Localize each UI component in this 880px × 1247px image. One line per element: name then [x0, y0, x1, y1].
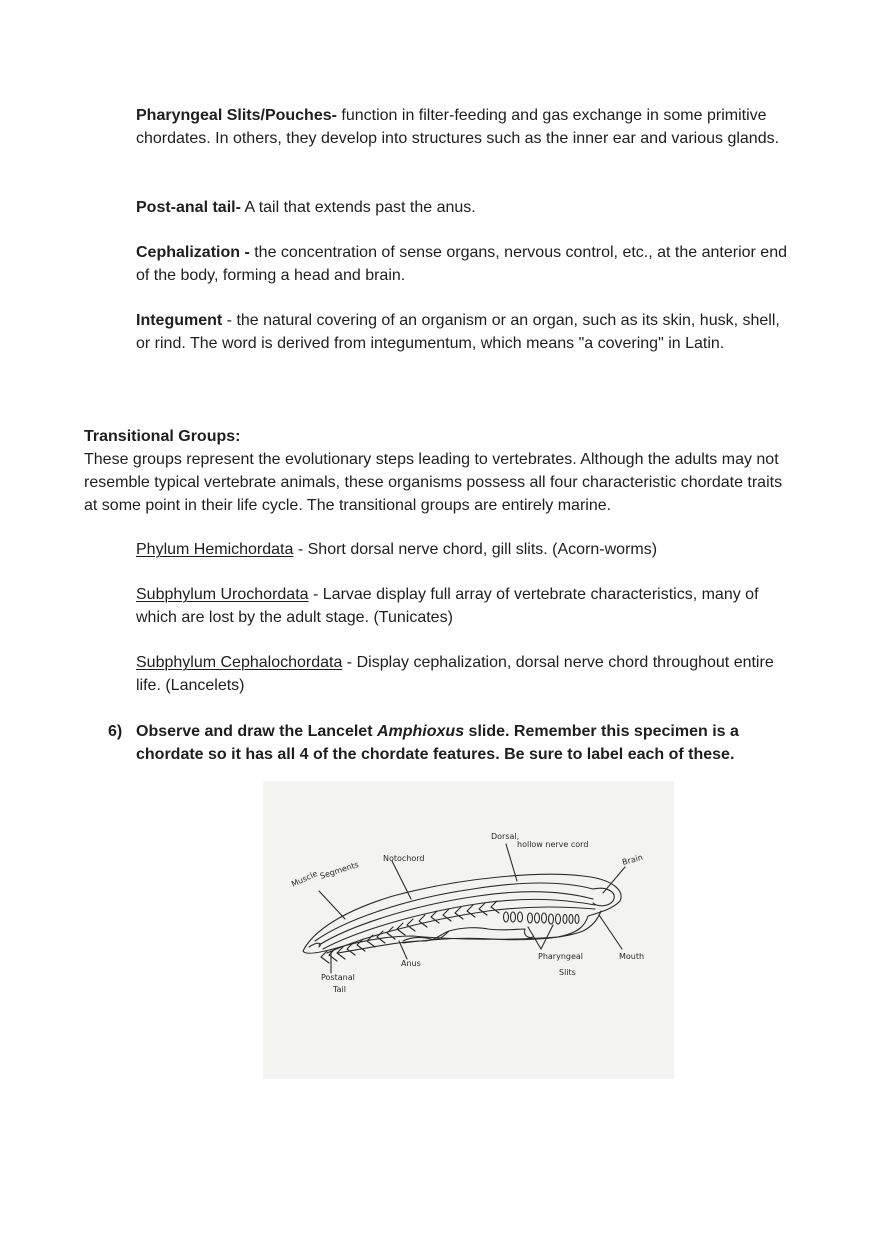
- species-name: Amphioxus: [376, 723, 465, 740]
- definition-term: Post-anal tail-: [136, 199, 241, 216]
- question-text: [136, 720, 798, 766]
- group-name: Subphylum Cephalochordata: [136, 654, 343, 671]
- group-name: Subphylum Urochordata: [136, 586, 309, 603]
- definition-text: - the natural covering of an organism or an organ, such as its skin, husk, shell, or rind. The word is derived from integumentum, which means "a covering" in Latin.: [136, 312, 780, 352]
- group-description: - Short dorsal nerve chord, gill slits. (Acorn-worms): [293, 541, 658, 558]
- group-urochordata: [136, 583, 796, 629]
- group-cephalochordata: [136, 651, 796, 697]
- definition-term: Integument: [136, 312, 223, 329]
- definition-term: Cephalization -: [136, 244, 250, 261]
- definition-post-anal-tail: [136, 196, 796, 219]
- definition-text: function in filter-feeding and gas exchange in some primitive chordates. In others, they develop into structures such as the inner ear and various glands.: [136, 107, 780, 147]
- question-6: [108, 720, 798, 766]
- label-mouth: Mouth: [619, 952, 645, 961]
- definition-cephalization: [136, 241, 796, 287]
- group-name: Phylum Hemichordata: [136, 541, 294, 558]
- label-pharyngeal: Pharyngeal: [538, 952, 584, 961]
- definition-text: A tail that extends past the anus.: [240, 199, 476, 216]
- label-anus: Anus: [401, 959, 421, 968]
- definition-text: the concentration of sense organs, nervous control, etc., at the anterior end of the body, forming a head and brain.: [136, 244, 787, 284]
- label-tail: Tail: [333, 985, 346, 994]
- label-dorsal-nerve-cord: Dorsal,: [491, 832, 520, 841]
- lancelet-drawing: [263, 781, 674, 1079]
- label-dorsal-nerve-cord-2: hollow nerve cord: [517, 840, 589, 849]
- label-notochord: Notochord: [383, 854, 425, 863]
- question-number: 6): [108, 723, 123, 740]
- label-segments: Segments: [318, 859, 360, 881]
- question-text-start: Observe and draw the Lancelet: [136, 723, 377, 740]
- label-postanal: Postanal: [321, 973, 355, 982]
- label-slits: Slits: [559, 968, 576, 977]
- label-muscle: Muscle: [290, 868, 319, 889]
- definition-integument: [136, 309, 796, 355]
- group-description: - Display cephalization, dorsal nerve chord throughout entire life. (Lancelets): [136, 654, 774, 694]
- group-description: - Larvae display full array of vertebrate characteristics, many of which are lost by the adult stage. (Tunicates): [136, 586, 759, 626]
- label-brain: Brain: [621, 852, 644, 867]
- transitional-groups-heading: Transitional Groups:: [84, 428, 241, 445]
- group-hemichordata: [136, 538, 796, 561]
- definition-term: Pharyngeal Slits/Pouches-: [136, 107, 337, 124]
- question-text-end: slide. Remember this specimen is a chordate so it has all 4 of the chordate features. Be sure to label each of these.: [136, 723, 739, 763]
- definition-pharyngeal-slits: [136, 104, 796, 150]
- transitional-groups-intro: These groups represent the evolutionary steps leading to vertebrates. Although the adults may not resemble typical vertebrate animals, these organisms possess all four characteristic chordate traits at some point in their life cycle. The transitional groups are entirely marine.: [84, 451, 783, 514]
- lancelet-illustration: [263, 781, 674, 1079]
